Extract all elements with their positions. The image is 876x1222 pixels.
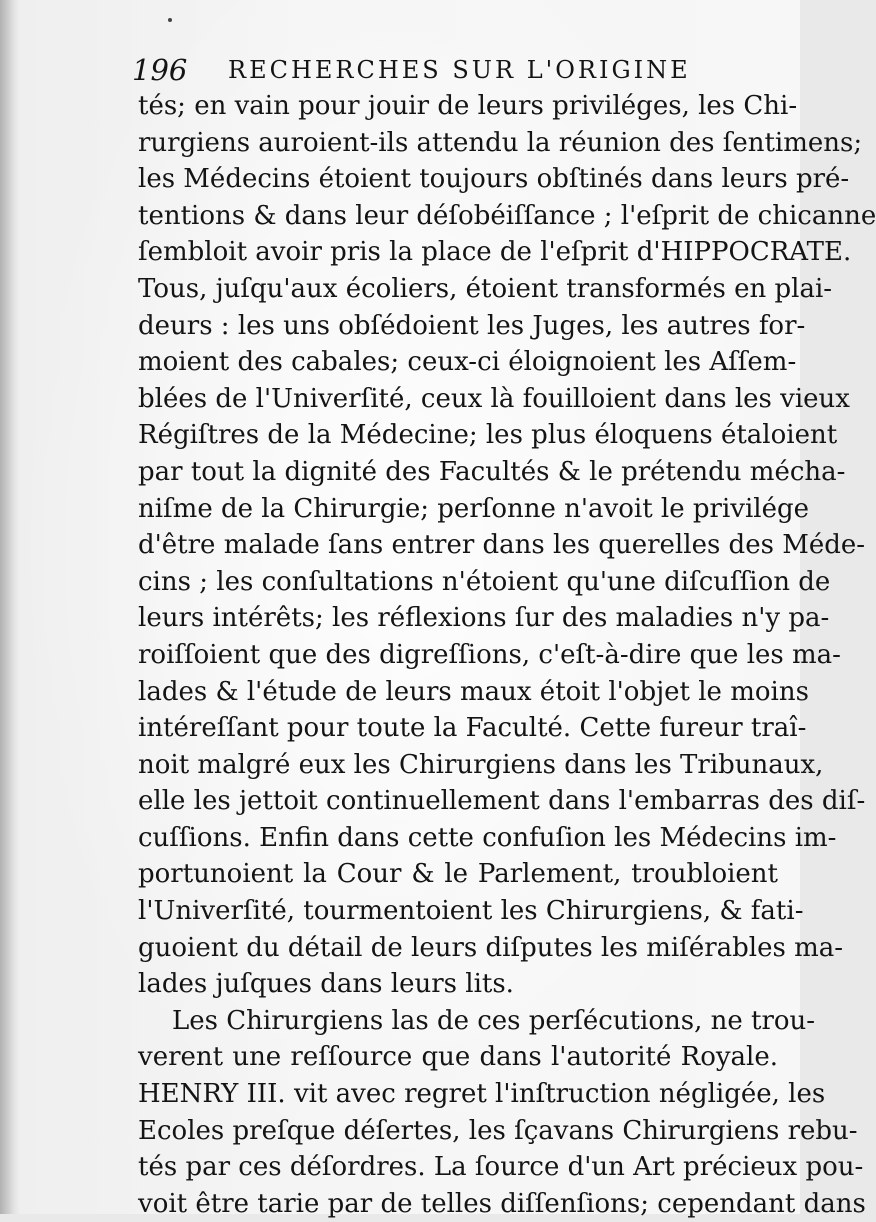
text-line: tés par ces déſordres. La ſource d'un Art précieux pou-: [138, 1152, 864, 1183]
text-line: niſme de la Chirurgie; perſonne n'avoit le privilége: [138, 493, 810, 524]
text-line: tentions & dans leur déſobéiſſance ; l'eſprit de chicanne: [138, 200, 876, 231]
text-line: Tous, juſqu'aux écoliers, étoient transformés en plai-: [138, 273, 833, 304]
text-line: portunoient la Cour & le Parlement, troubloient: [138, 859, 778, 890]
text-line: leurs intérêts; les réflexions ſur des maladies n'y pa-: [138, 603, 830, 634]
text-line: tés; en vain pour jouir de leurs priviléges, les Chi-: [138, 91, 798, 121]
text-line: d'être malade ſans entrer dans les querelles des Méde-: [138, 530, 866, 561]
text-line: l'Univerſité, tourmentoient les Chirurgiens, & fati-: [138, 896, 804, 927]
paragraph-start-line: Les Chirurgiens las de ces perſécutions, ne trou-: [172, 1005, 816, 1036]
text-line: Ecoles preſque déſertes, les ſçavans Chirurgiens rebu-: [138, 1115, 858, 1146]
page-number: 196: [132, 53, 188, 87]
text-line: cins ; les conſultations n'étoient qu'une diſcuſſion de: [138, 566, 831, 597]
text-line: verent une reſſource que dans l'autorité Royale.: [138, 1042, 778, 1073]
text-line: noit malgré eux les Chirurgiens dans les Tribunaux,: [138, 749, 824, 780]
text-line: roiſſoient que des digreſſions, c'eſt-à-dire que les ma-: [138, 639, 841, 670]
running-head: [132, 52, 772, 92]
body-text: [138, 88, 876, 1222]
text-line: moient des cabales; ceux-ci éloignoient les Aſſem-: [138, 347, 797, 378]
text-line: cuſſions. Enfin dans cette confuſion les Médecins im-: [138, 822, 837, 853]
running-title: RECHERCHES SUR L'ORIGINE: [228, 56, 691, 84]
text-line: voit être tarie par de telles diſſenſions; cependant dans: [138, 1188, 866, 1219]
text-line: lades & l'étude de leurs maux étoit l'objet le moins: [138, 676, 809, 707]
text-line: par tout la dignité des Facultés & le prétendu mécha-: [138, 456, 846, 487]
text-line: rurgiens auroient-ils attendu la réunion des ſentimens;: [138, 127, 863, 158]
text-line: intéreſſant pour toute la Faculté. Cette fureur traî-: [138, 713, 807, 744]
paragraph-end-line: lades juſques dans leurs lits.: [138, 969, 514, 1000]
text-line: deurs : les uns obſédoient les Juges, les autres for-: [138, 310, 806, 341]
text-line: les Médecins étoient toujours obſtinés dans leurs pré-: [138, 164, 850, 195]
text-line: guoient du détail de leurs diſputes les miſérables ma-: [138, 932, 844, 963]
text-line: ſembloit avoir pris la place de l'eſprit d'HIPPOCRATE.: [138, 237, 852, 268]
text-line: Régiſtres de la Médecine; les plus éloquens étaloient: [138, 420, 838, 451]
text-line: blées de l'Univerſité, ceux là fouilloient dans les vieux: [138, 383, 850, 414]
text-line: HENRY III. vit avec regret l'inſtruction négligée, les: [138, 1079, 826, 1110]
ink-mark: [168, 18, 172, 22]
text-line: elle les jettoit continuellement dans l'embarras des diſ-: [138, 786, 866, 817]
